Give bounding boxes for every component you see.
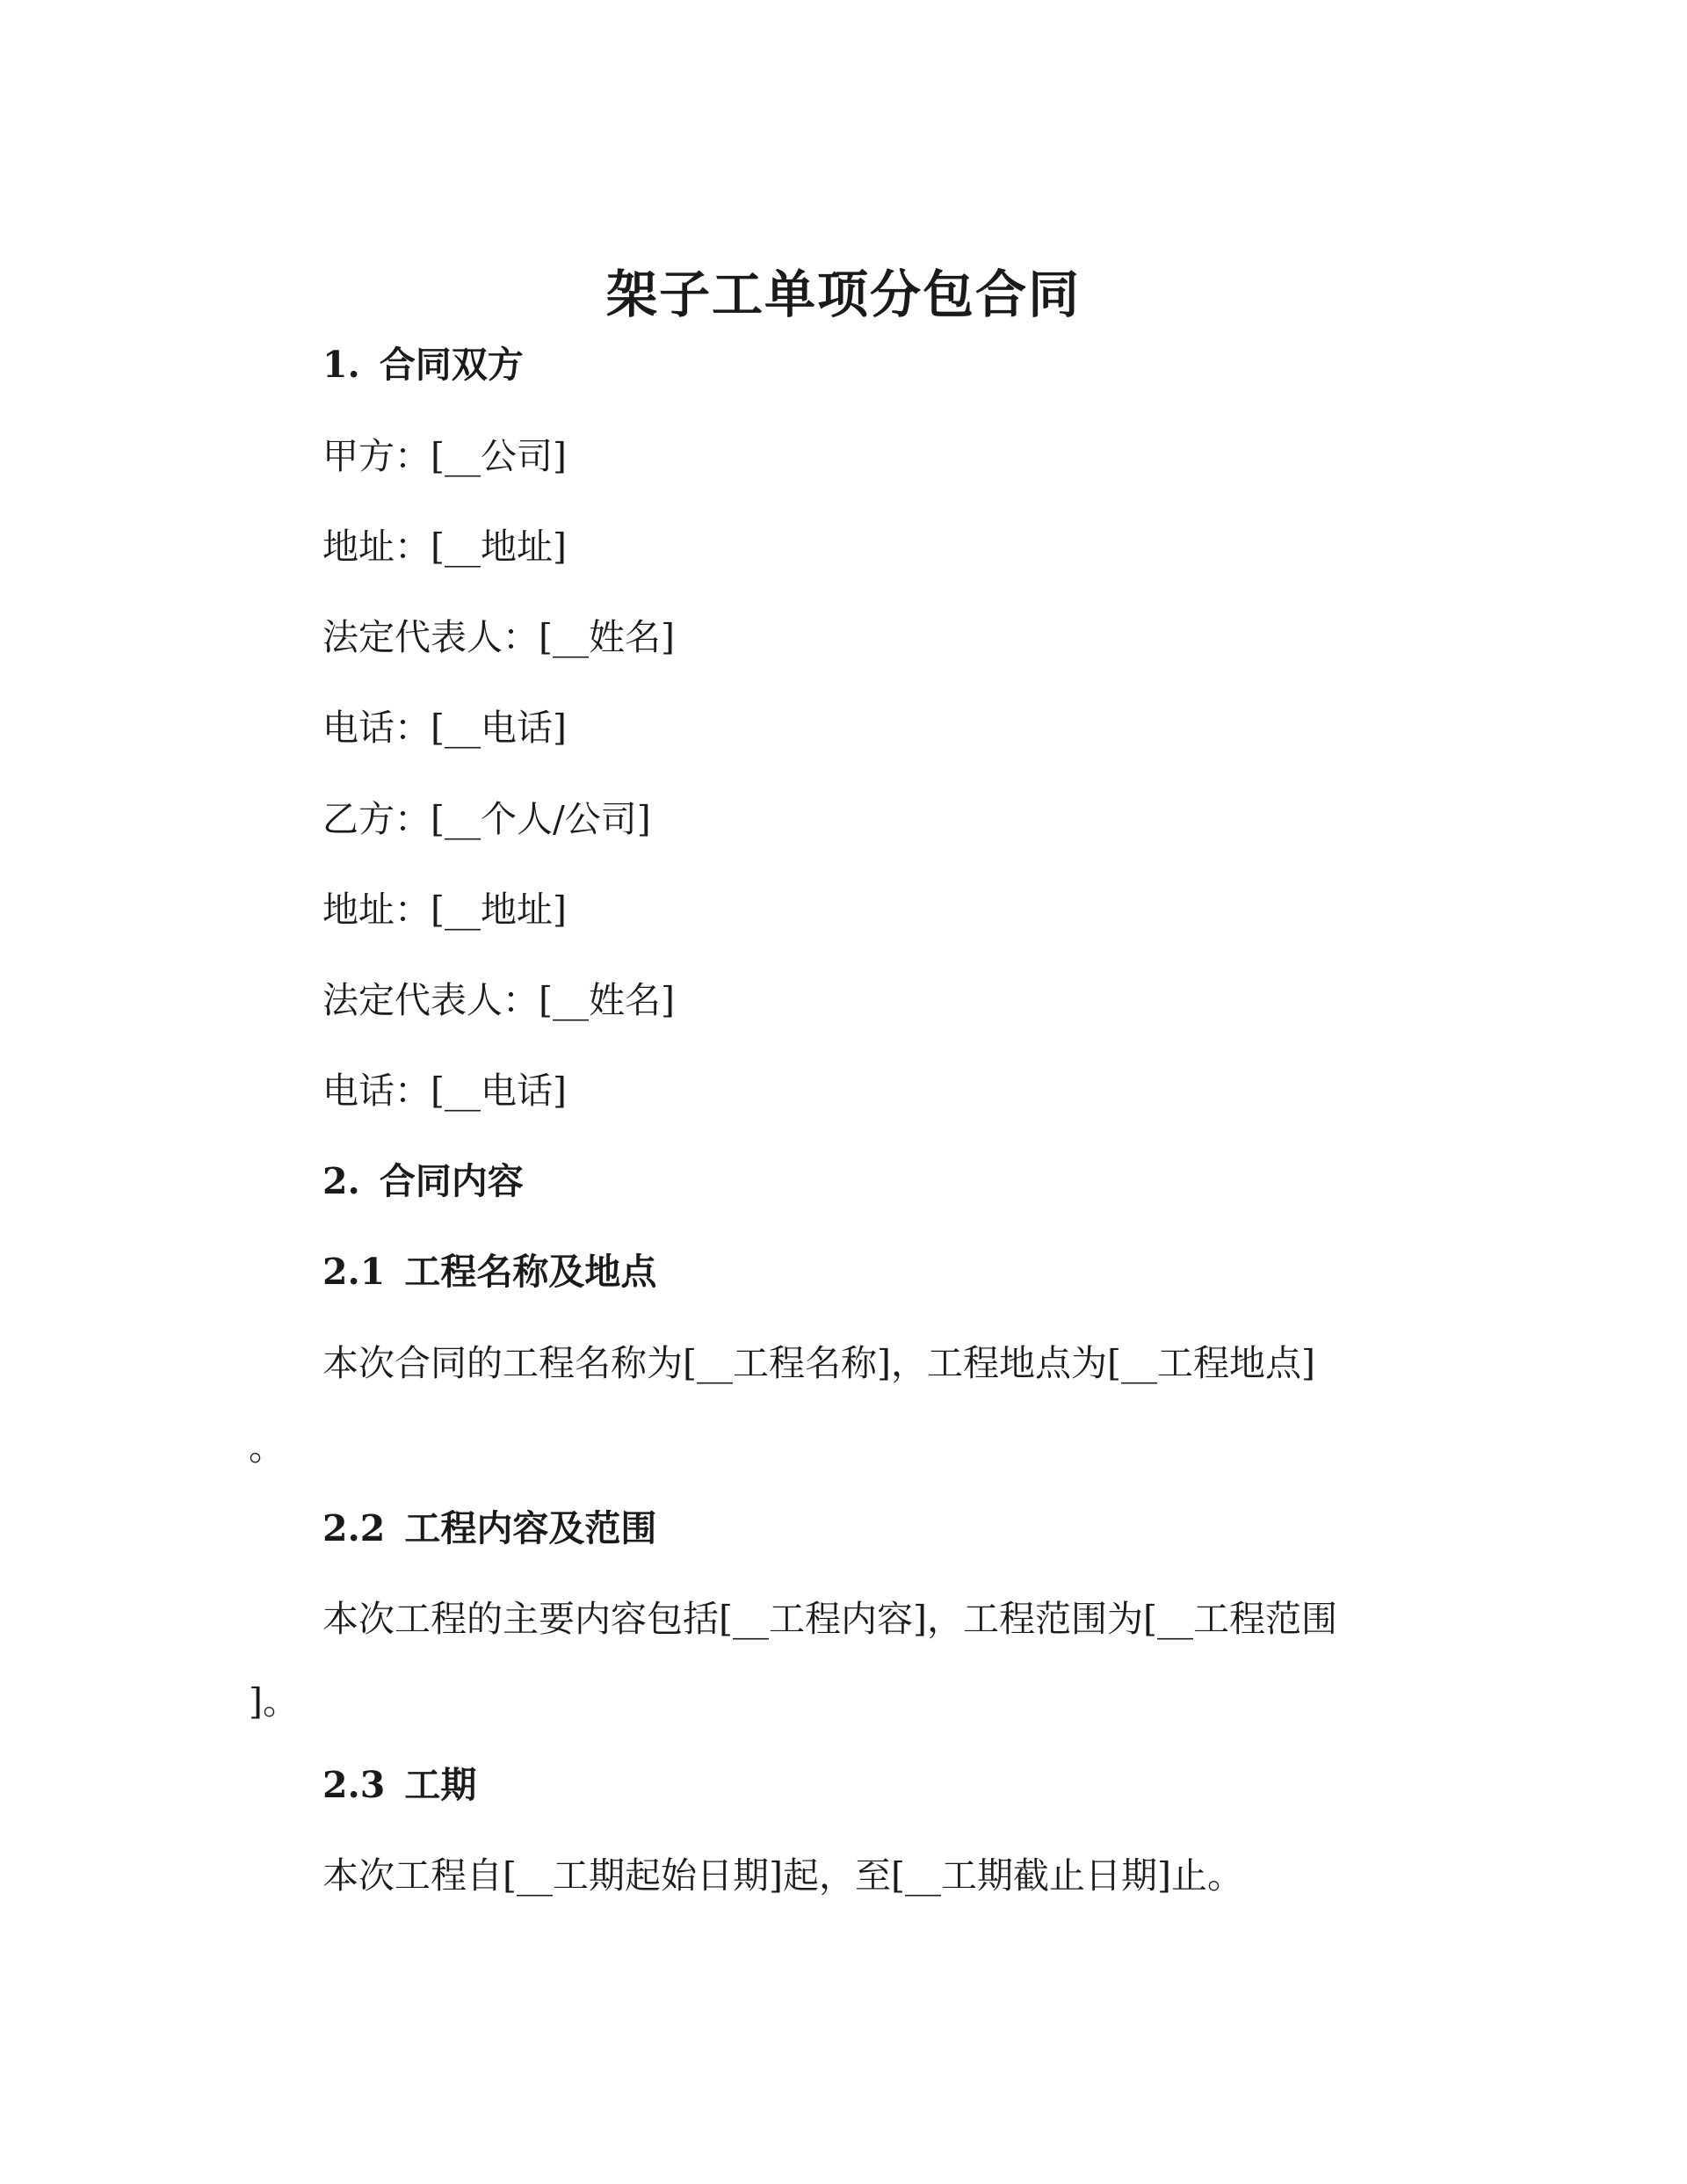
party-a-legal-rep: 法定代表人：[__姓名]	[322, 616, 675, 658]
section-1-title: 合同双方	[379, 344, 524, 386]
party-a-name: 甲方：[__公司]	[322, 435, 567, 477]
subsection-2-3-number: 2.3	[322, 1764, 386, 1806]
subsection-2-1-body-line-1: 本次合同的工程名称为[__工程名称]，工程地点为[__工程地点]	[322, 1342, 1315, 1384]
subsection-2-2-body-line-1: 本次工程的主要内容包括[__工程内容]，工程范围为[__工程范围	[322, 1598, 1337, 1640]
subsection-2-1-body-line-2: 。	[249, 1426, 285, 1469]
section-1-number: 1.	[322, 344, 360, 386]
party-b-phone: 电话：[__电话]	[322, 1070, 567, 1112]
subsection-2-2-number: 2.2	[322, 1507, 386, 1549]
section-2-title: 合同内容	[379, 1160, 524, 1202]
subsection-2-3-title: 工期	[404, 1764, 477, 1806]
subsection-2-3-body-line-1: 本次工程自[__工期起始日期]起，至[__工期截止日期]止。	[322, 1854, 1243, 1897]
subsection-2-3-heading	[322, 1759, 476, 1811]
document-title: 架子工单项分包合同	[605, 265, 1081, 324]
section-2-heading	[322, 1155, 524, 1208]
subsection-2-1-title: 工程名称及地点	[404, 1251, 657, 1293]
subsection-2-1-number: 2.1	[322, 1251, 386, 1293]
section-2-number: 2.	[322, 1160, 360, 1202]
party-b-address: 地址：[__地址]	[322, 889, 567, 931]
subsection-2-2-body-line-2: ]。	[249, 1680, 299, 1723]
subsection-2-2-title: 工程内容及范围	[404, 1507, 657, 1549]
party-a-phone: 电话：[__电话]	[322, 707, 567, 749]
subsection-2-2-heading	[322, 1502, 656, 1555]
subsection-2-1-heading	[322, 1245, 656, 1298]
party-a-address: 地址：[__地址]	[322, 526, 567, 568]
party-b-name: 乙方：[__个人/公司]	[322, 798, 651, 840]
party-b-legal-rep: 法定代表人：[__姓名]	[322, 979, 675, 1021]
section-1-heading	[322, 338, 524, 391]
